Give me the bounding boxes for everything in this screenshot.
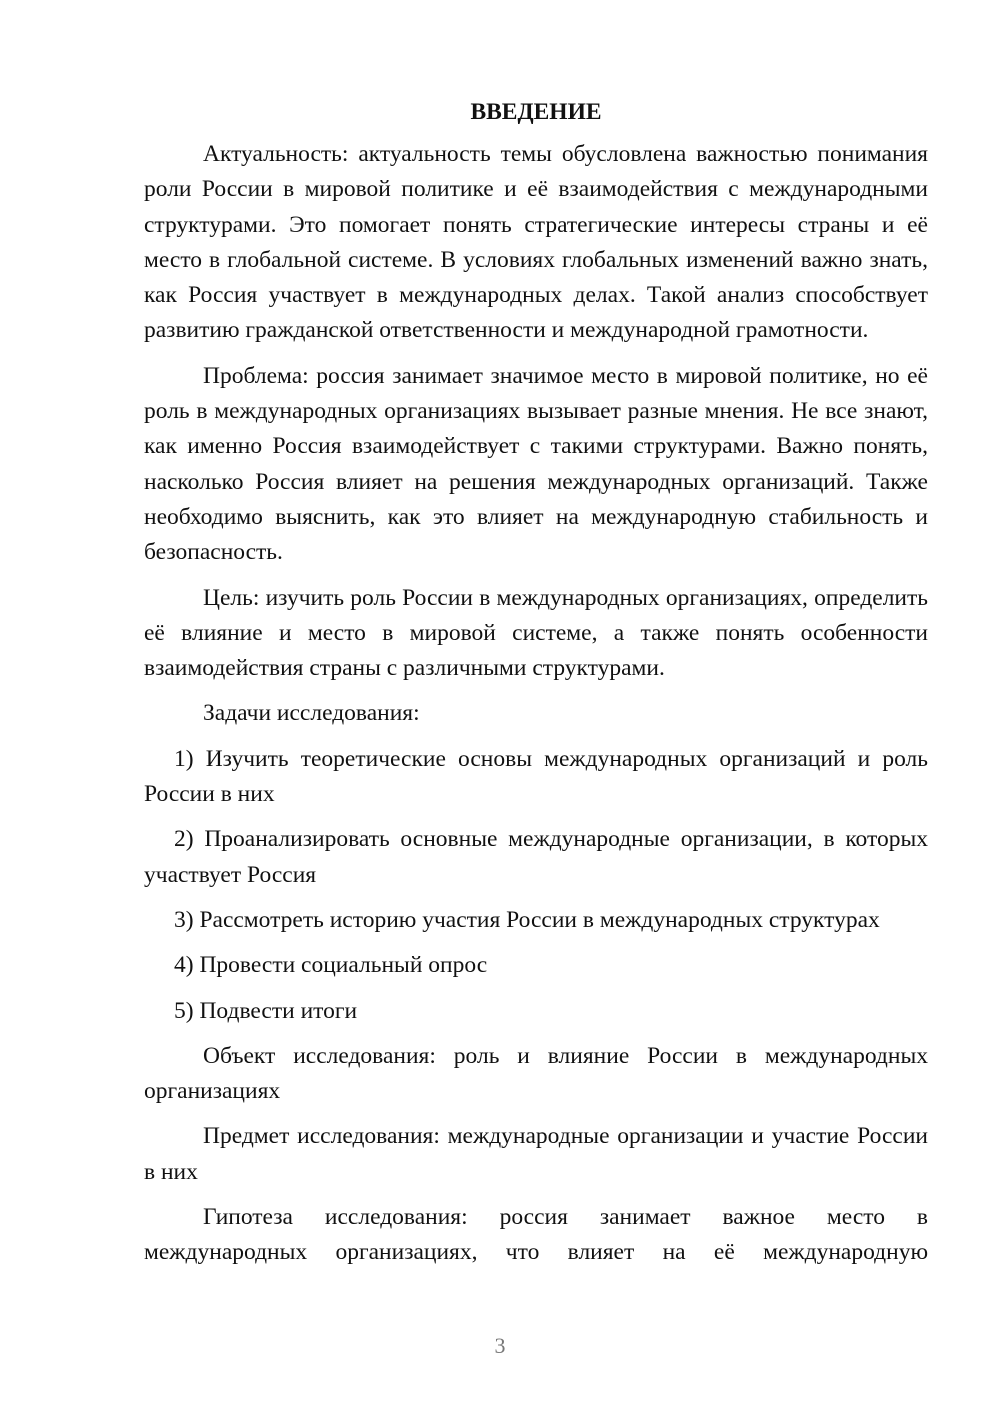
problem-paragraph: Проблема: россия занимает значимое место в мировой политике, но её роль в международных организациях вызывает разные мнения. Не все знают, как именно Россия взаимодействует с такими структурами. Важно понять, насколько Россия влияет на решения международных организаций. Также необходимо выяснить, как это влияет на международную стабильность и безопасность.: [144, 362, 928, 566]
subject-paragraph: Предмет исследования: международные организации и участие России в них: [144, 1123, 928, 1185]
page-number: 3: [494, 1333, 506, 1358]
tasks-heading: Задачи исследования:: [203, 700, 420, 727]
task-item-4: 4) Провести социальный опрос: [174, 952, 488, 979]
relevance-paragraph: Актуальность: актуальность темы обусловлена важностью понимания роли России в мировой политике и её взаимодействия с международными структурами. Это помогает понять стратегические интересы страны и её место в глобальной системе. В условиях глобальных изменений важно знать, как Россия участвует в международных делах. Такой анализ способствует развитию гражданской ответственности и международной грамотности.: [144, 141, 928, 344]
hypothesis-paragraph: Гипотеза исследования: россия занимает важное место в международных организациях, что влияет на её международную: [144, 1204, 928, 1266]
task-item-3: 3) Рассмотреть историю участия России в международных структурах: [174, 906, 880, 933]
object-paragraph: Объект исследования: роль и влияние России в международных организациях: [144, 1042, 928, 1105]
task-item-2: 2) Проанализировать основные международные организации, в которых участвует Россия: [144, 826, 928, 888]
task-item-1: 1) Изучить теоретические основы международных организаций и роль России в них: [144, 745, 928, 808]
page-title: ВВЕДЕНИЕ: [470, 99, 602, 125]
goal-paragraph: Цель: изучить роль России в международных организациях, определить её влияние и место в мировой системе, а также понять особенности взаимодействия страны с различными структурами.: [144, 584, 928, 682]
task-item-5: 5) Подвести итоги: [174, 997, 358, 1024]
document-page: [144, 96, 928, 1271]
